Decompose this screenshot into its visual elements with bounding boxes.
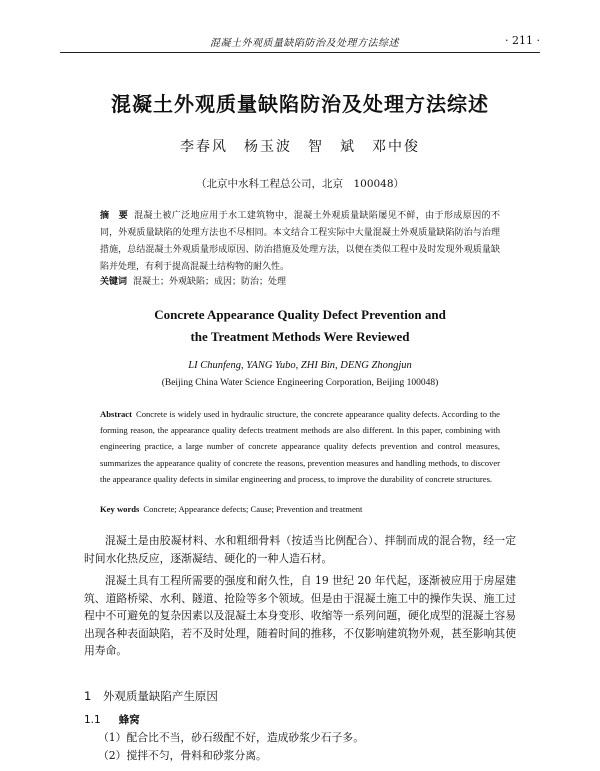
affiliation-cn: （北京中水科工程总公司，北京 100048） bbox=[195, 178, 405, 190]
abstract-cn bbox=[100, 208, 500, 276]
keywords-cn-label: 关键词 bbox=[100, 277, 128, 287]
abstract-en bbox=[100, 406, 500, 487]
running-header bbox=[60, 34, 540, 50]
subsection-title: 蜂窝 bbox=[118, 714, 140, 726]
keywords-en bbox=[100, 504, 500, 514]
subsection-heading-1-1 bbox=[84, 712, 140, 727]
article-title-cn: 混凝土外观质量缺陷防治及处理方法综述 bbox=[111, 92, 489, 116]
header-rule bbox=[60, 52, 540, 53]
authors-cn: 李春风 杨玉波 智 斌 邓中俊 bbox=[180, 139, 420, 155]
abstract-en-text: Concrete is widely used in hydraulic structure, the concrete appearance quality defects. According to the forming reason, the appearance quality defects treatment methods are also different. In this paper, combining with engineering practice, a large number of concrete appearance quality defects prevention and control measures, summarizes the appearance quality of concrete the reasons, prevention measures and handling methods, to discover the appearance quality defects in similar engineering and process, to improve the durability of concrete structures. bbox=[100, 409, 500, 484]
keywords-cn bbox=[100, 274, 500, 287]
list-item: （1）配合比不当，砂石级配不好，造成砂浆少石子多。 bbox=[98, 731, 364, 744]
keywords-cn-text: 混凝土；外观缺陷；成因；防治；处理 bbox=[133, 277, 287, 287]
body-paragraph-2: 混凝土具有工程所需要的强度和耐久性，自 19 世纪 20 年代起，逐渐被应用于房屋建筑、道路桥梁、水利、隧道、抢险等多个领域。但是由于混凝土施工中的操作失误、施工过程中不可避免的复杂因素以及混凝土本身变形、收缩等一系列问题，硬化成型的混凝土容易出现各种表面缺陷，若不及时处理，随着时间的推移，不仅影响建筑物外观，甚至影响其使用寿命。 bbox=[84, 574, 516, 657]
abstract-cn-label: 摘 要 bbox=[100, 211, 129, 221]
abstract-cn-text: 混凝土被广泛地应用于水工建筑物中，混凝土外观质量缺陷屡见不鲜，由于形成原因的不同，外观质量缺陷的处理方法也不尽相同。本文结合工程实际中大量混凝土外观质量缺陷防治与治理措施，总结混凝土外观质量形成原因、防治措施及处理方法，以便在类似工程中及时发现外观质量缺陷并处理，有利于提高混凝土结构物的耐久性。 bbox=[100, 211, 500, 272]
affiliation-en: (Beijing China Water Science Engineering Corporation, Beijing 100048) bbox=[161, 378, 439, 388]
subsection-number: 1.1 bbox=[84, 714, 101, 726]
authors-en: LI Chunfeng, YANG Yubo, ZHI Bin, DENG Zhongjun bbox=[188, 360, 412, 371]
list-item: （2）搅拌不匀，骨料和砂浆分离。 bbox=[98, 749, 267, 762]
title-en-line1: Concrete Appearance Quality Defect Prevention and bbox=[154, 307, 446, 322]
section-heading-1: 1 外观质量缺陷产生原因 bbox=[84, 689, 218, 703]
body-paragraph-1: 混凝土是由胶凝材料、水和粗细骨料（按适当比例配合）、拌制而成的混合物，经一定时间水化热反应，逐渐凝结、硬化的一种人造石材。 bbox=[84, 534, 516, 565]
page-number: · 211 · bbox=[505, 34, 540, 47]
article-title-en bbox=[0, 304, 600, 348]
title-en-line2: the Treatment Methods Were Reviewed bbox=[190, 329, 410, 344]
keywords-en-label: Key words bbox=[100, 504, 140, 514]
keywords-en-text: Concrete; Appearance defects; Cause; Prevention and treatment bbox=[143, 504, 363, 514]
abstract-en-label: Abstract bbox=[100, 409, 132, 419]
running-title: 混凝土外观质量缺陷防治及处理方法综述 bbox=[210, 38, 399, 49]
